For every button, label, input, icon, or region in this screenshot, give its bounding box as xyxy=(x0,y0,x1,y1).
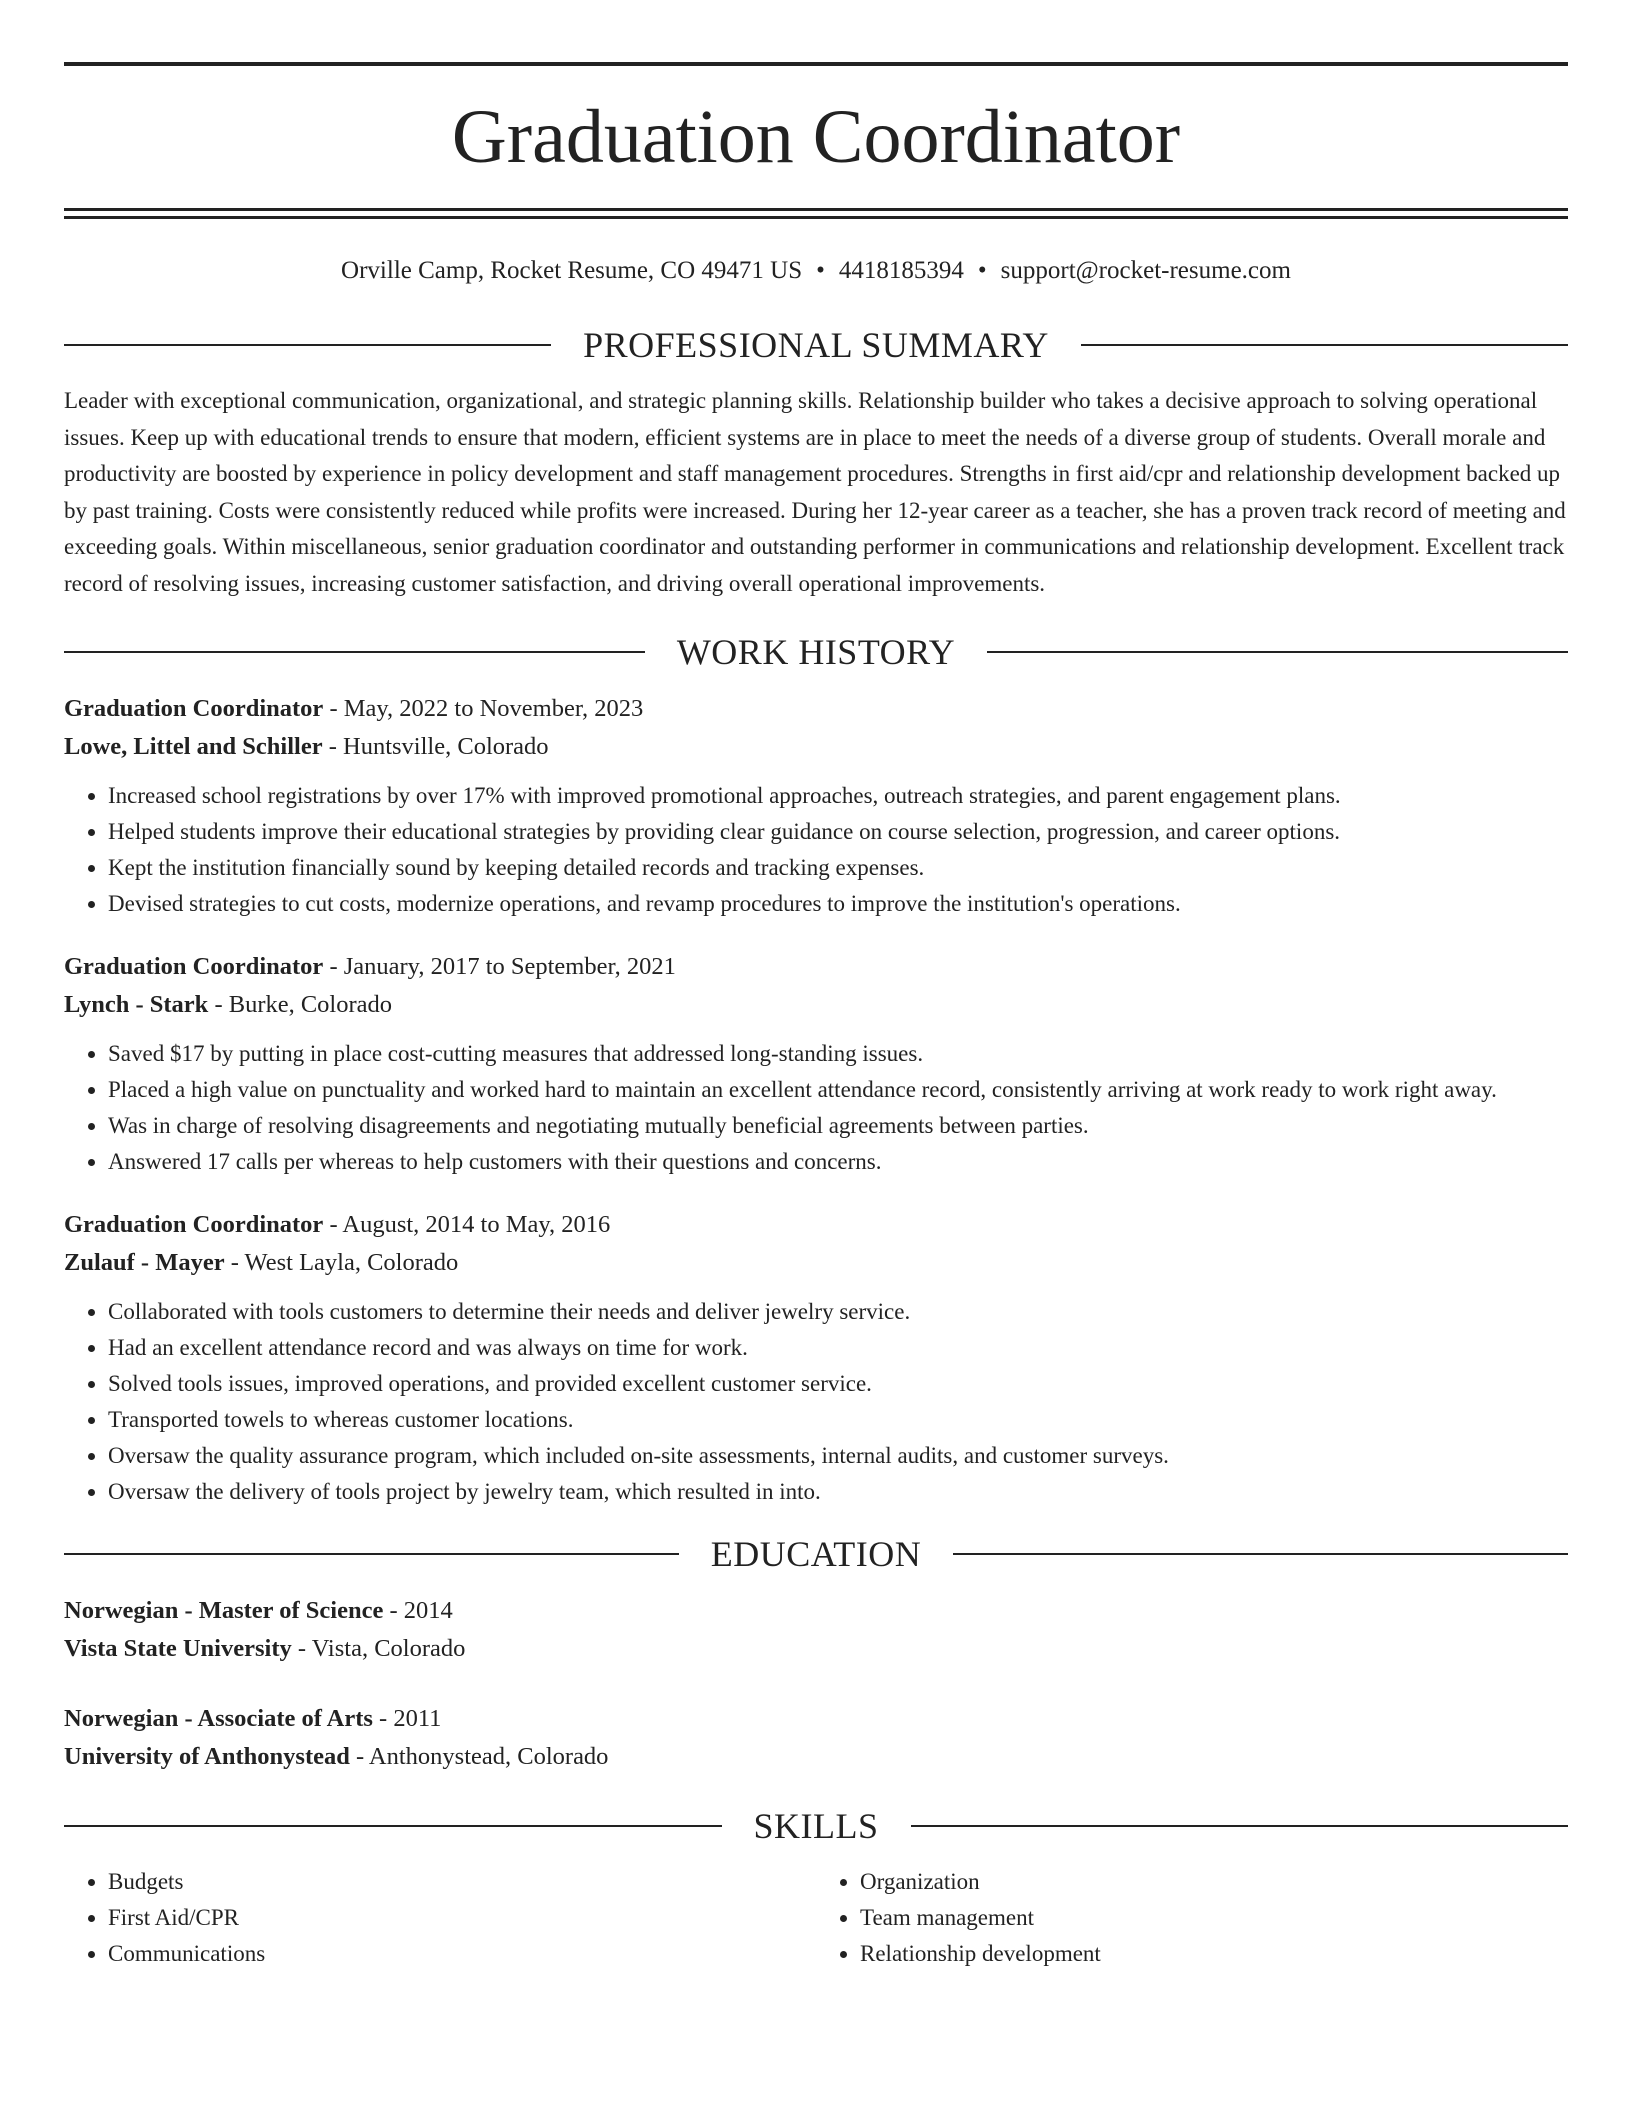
job-company: Zulauf - Mayer xyxy=(64,1249,225,1276)
education-year: - 2014 xyxy=(383,1597,453,1624)
section-title: EDUCATION xyxy=(710,1534,922,1574)
job-bullets xyxy=(64,778,1568,922)
job-dates: - August, 2014 to May, 2016 xyxy=(323,1211,611,1238)
education-degree: Norwegian - Associate of Arts xyxy=(64,1705,373,1732)
contact-separator: • xyxy=(977,257,987,284)
work-entry xyxy=(64,948,1568,1180)
resume-page xyxy=(64,0,1568,1972)
education-school-line xyxy=(64,1738,1568,1776)
education-degree: Norwegian - Master of Science xyxy=(64,1597,384,1624)
job-company-line xyxy=(64,728,1568,766)
job-bullet: • Placed a high value on punctuality and worked hard to maintain an excellent attendance record, consistently arriving at work ready to work right away. xyxy=(108,1072,1568,1108)
job-location: - West Layla, Colorado xyxy=(224,1249,459,1276)
education-degree-line xyxy=(64,1592,1568,1630)
job-bullet: • Had an excellent attendance record and was always on time for work. xyxy=(108,1330,1568,1366)
job-company: Lynch - Stark xyxy=(64,991,209,1018)
education-entry xyxy=(64,1592,1568,1668)
summary-text: Leader with exceptional communication, organizational, and strategic planning skills. Relationship builder who takes a decisive approach to solving operational issues. Keep up with educational trends to ensure that modern, efficient systems are in place to meet the needs of a diverse group of students. Overall morale and productivity are boosted by experience in policy development and staff management procedures. Strengths in first aid/cpr and relationship development backed up by past training. Costs were consistently reduced while profits were increased. During her 12-year career as a teacher, she has a proven track record of meeting and exceeding goals. Within miscellaneous, senior graduation coordinator and outstanding performer in communications and relationship development. Excellent track record of resolving issues, increasing customer satisfaction, and driving overall operational improvements. xyxy=(64,388,1566,596)
skills-column-right xyxy=(816,1864,1568,1972)
education-year: - 2011 xyxy=(372,1705,442,1732)
skill-item: • Relationship development xyxy=(860,1936,1568,1972)
job-location: - Burke, Colorado xyxy=(208,991,393,1018)
section-rule xyxy=(987,651,1568,653)
job-role-line xyxy=(64,1206,1568,1244)
job-bullets xyxy=(64,1036,1568,1180)
contact-email: support@rocket-resume.com xyxy=(1000,257,1291,284)
section-rule xyxy=(64,344,551,346)
job-bullet: • Helped students improve their educational strategies by providing clear guidance on course selection, progression, and career options. xyxy=(108,814,1568,850)
skills-column-left xyxy=(64,1864,816,1972)
contact-address: Orville Camp, Rocket Resume, CO 49471 US xyxy=(341,257,803,284)
job-bullet: • Devised strategies to cut costs, modernize operations, and revamp procedures to improve the institution's operations. xyxy=(108,886,1568,922)
job-bullet: • Solved tools issues, improved operations, and provided excellent customer service. xyxy=(108,1366,1568,1402)
job-bullet: • Oversaw the quality assurance program, which included on-site assessments, internal audits, and customer surveys. xyxy=(108,1438,1568,1474)
job-bullet: • Oversaw the delivery of tools project by jewelry team, which resulted in into. xyxy=(108,1474,1568,1510)
skills-list xyxy=(64,1864,1568,1972)
education-location: - Anthonystead, Colorado xyxy=(349,1743,609,1770)
job-role: Graduation Coordinator xyxy=(64,695,324,722)
skill-item: • Team management xyxy=(860,1900,1568,1936)
job-role-line xyxy=(64,948,1568,986)
job-bullets xyxy=(64,1294,1568,1510)
skill-item: • First Aid/CPR xyxy=(108,1900,816,1936)
job-bullet: • Increased school registrations by over 17% with improved promotional approaches, outreach strategies, and parent engagement plans. xyxy=(108,778,1568,814)
job-location: - Huntsville, Colorado xyxy=(322,733,549,760)
section-title: PROFESSIONAL SUMMARY xyxy=(583,325,1049,365)
section-rule xyxy=(953,1553,1568,1555)
job-company-line xyxy=(64,986,1568,1024)
skill-item: • Organization xyxy=(860,1864,1568,1900)
contact-separator: • xyxy=(816,257,825,284)
education-school-line xyxy=(64,1630,1568,1668)
section-title: SKILLS xyxy=(753,1806,879,1846)
job-dates: - January, 2017 to September, 2021 xyxy=(323,953,676,980)
skill-item: • Budgets xyxy=(108,1864,816,1900)
section-rule xyxy=(64,651,645,653)
job-bullet: • Transported towels to whereas customer locations. xyxy=(108,1402,1568,1438)
education-entry xyxy=(64,1700,1568,1776)
job-role: Graduation Coordinator xyxy=(64,1211,324,1238)
skill-item: • Communications xyxy=(108,1936,816,1972)
education-school: Vista State University xyxy=(64,1635,292,1662)
section-rule xyxy=(911,1825,1569,1827)
resume-title: Graduation Coordinator xyxy=(451,95,1181,179)
education-school: University of Anthonystead xyxy=(64,1743,350,1770)
job-company: Lowe, Littel and Schiller xyxy=(64,733,323,760)
work-entry xyxy=(64,690,1568,922)
section-rule xyxy=(64,1825,722,1827)
job-role: Graduation Coordinator xyxy=(64,953,324,980)
job-company-line xyxy=(64,1244,1568,1282)
work-entry xyxy=(64,1206,1568,1510)
job-dates: - May, 2022 to November, 2023 xyxy=(323,695,644,722)
section-header-skills xyxy=(64,1806,1568,1846)
section-title: WORK HISTORY xyxy=(676,632,956,672)
top-rule xyxy=(64,62,1568,66)
contact-phone: 4418185394 xyxy=(838,257,964,284)
job-role-line xyxy=(64,690,1568,728)
job-bullet: • Saved $17 by putting in place cost-cutting measures that addressed long-standing issues. xyxy=(108,1036,1568,1072)
title-double-rule xyxy=(64,208,1568,219)
section-header-work xyxy=(64,632,1568,672)
job-bullet: • Was in charge of resolving disagreements and negotiating mutually beneficial agreements between parties. xyxy=(108,1108,1568,1144)
section-rule xyxy=(1081,344,1568,346)
job-bullet: • Answered 17 calls per whereas to help customers with their questions and concerns. xyxy=(108,1144,1568,1180)
job-bullet: • Collaborated with tools customers to determine their needs and deliver jewelry service. xyxy=(108,1294,1568,1330)
section-rule xyxy=(64,1553,679,1555)
job-bullet: • Kept the institution financially sound by keeping detailed records and tracking expenses. xyxy=(108,850,1568,886)
education-location: - Vista, Colorado xyxy=(291,1635,466,1662)
section-header-education xyxy=(64,1534,1568,1574)
contact-line xyxy=(64,255,1568,287)
section-header-summary xyxy=(64,325,1568,365)
education-degree-line xyxy=(64,1700,1568,1738)
